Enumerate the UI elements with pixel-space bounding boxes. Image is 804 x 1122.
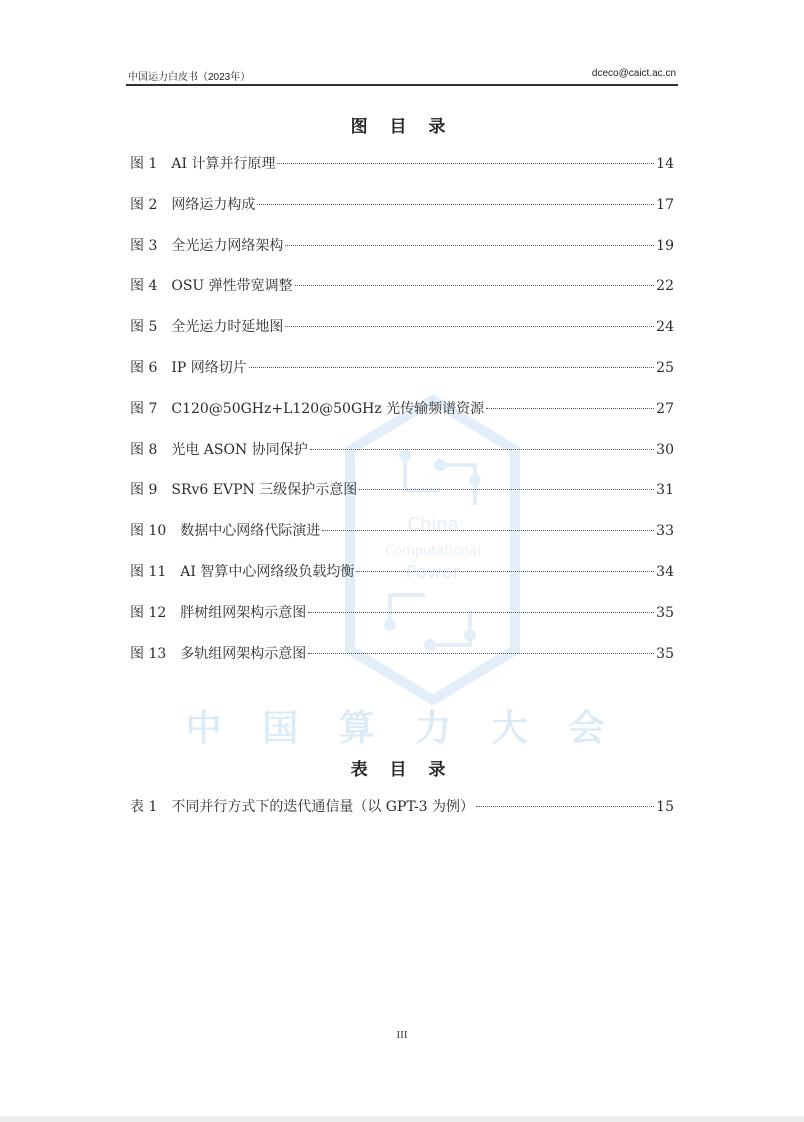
toc-entry-title: AI 计算并行原理 xyxy=(171,156,276,172)
toc-dot-leader xyxy=(257,204,654,205)
toc-dot-leader xyxy=(277,163,654,164)
toc-entry-title: SRv6 EVPN 三级保护示意图 xyxy=(171,482,358,499)
toc-entry-page: 19 xyxy=(656,237,674,254)
toc-entry-title: 全光运力时延地图 xyxy=(171,319,284,336)
toc-dot-leader xyxy=(295,285,654,286)
toc-entry[interactable] xyxy=(130,643,674,665)
toc-entry-label: 图 11 xyxy=(130,564,167,580)
toc-entry-title: AI 智算中心网络级负载均衡 xyxy=(180,564,355,580)
toc-entry-label: 图 4 xyxy=(130,278,158,295)
toc-entry-title: 数据中心网络代际演进 xyxy=(180,523,321,540)
toc-entry[interactable] xyxy=(130,796,674,818)
toc-entry-page: 25 xyxy=(656,360,674,376)
toc-dot-leader xyxy=(249,367,654,368)
toc-dot-leader xyxy=(310,449,654,450)
watermark-logo-word-2: Computational xyxy=(385,544,481,559)
toc-entry-label: 图 8 xyxy=(130,441,158,458)
toc-entry-title: IP 网络切片 xyxy=(171,360,247,376)
toc-entry[interactable] xyxy=(130,602,674,624)
watermark-logo-word-3: Power xyxy=(405,562,461,583)
toc-entry-page: 24 xyxy=(656,319,674,336)
toc-entry[interactable] xyxy=(130,398,674,420)
figures-list-title: 图 目 录 xyxy=(350,117,454,137)
page-number: III xyxy=(396,1029,408,1041)
toc-entry-label: 图 5 xyxy=(130,319,158,336)
toc-entry[interactable] xyxy=(130,235,674,257)
header-doc-title: 中国运力白皮书（2023年） xyxy=(128,72,251,83)
toc-entry[interactable] xyxy=(130,153,674,175)
toc-entry-title: 胖树组网架构示意图 xyxy=(180,604,307,621)
toc-dot-leader xyxy=(322,530,654,531)
toc-entry-page: 35 xyxy=(656,645,674,662)
toc-dot-leader xyxy=(285,326,654,327)
toc-entry[interactable] xyxy=(130,520,674,542)
toc-entry[interactable] xyxy=(130,194,674,216)
toc-entry-page: 22 xyxy=(656,278,674,295)
toc-entry-label: 表 1 xyxy=(130,799,158,815)
watermark-text: 中 国 算 力 大 会 xyxy=(185,708,619,749)
toc-entry[interactable] xyxy=(130,439,674,461)
toc-entry-label: 图 1 xyxy=(130,156,158,172)
toc-entry-title: OSU 弹性带宽调整 xyxy=(171,278,293,295)
toc-entry-title: 不同并行方式下的迭代通信量（以 GPT-3 为例） xyxy=(171,799,475,815)
toc-entry-page: 27 xyxy=(656,400,674,417)
page-bottom-edge xyxy=(0,1116,804,1122)
toc-entry-page: 14 xyxy=(656,156,674,172)
toc-entry-title: 全光运力网络架构 xyxy=(171,237,284,254)
watermark-logo-word-1: China xyxy=(407,514,459,535)
toc-entry-title: C120@50GHz+L120@50GHz 光传输频谱资源 xyxy=(171,400,485,417)
header-rule xyxy=(126,84,678,86)
toc-dot-leader xyxy=(308,653,654,654)
toc-entry[interactable] xyxy=(130,275,674,297)
toc-dot-leader xyxy=(476,806,654,807)
toc-entry[interactable] xyxy=(130,357,674,379)
toc-dot-leader xyxy=(285,245,654,246)
toc-entry[interactable] xyxy=(130,316,674,338)
toc-entry-title: 多轨组网架构示意图 xyxy=(180,645,307,662)
toc-entry-label: 图 7 xyxy=(130,400,158,417)
toc-entry-label: 图 12 xyxy=(130,604,167,621)
toc-entry-page: 35 xyxy=(656,604,674,621)
toc-dot-leader xyxy=(356,571,654,572)
toc-entry-page: 15 xyxy=(656,799,674,815)
tables-list-title: 表 目 录 xyxy=(350,760,454,780)
toc-dot-leader xyxy=(486,408,654,409)
toc-dot-leader xyxy=(308,612,654,613)
toc-entry-label: 图 3 xyxy=(130,237,158,254)
toc-entry-page: 30 xyxy=(656,441,674,458)
toc-entry[interactable] xyxy=(130,479,674,501)
toc-entry-title: 光电 ASON 协同保护 xyxy=(171,441,308,458)
header-email: dceco@caict.ac.cn xyxy=(591,68,676,79)
toc-entry-label: 图 6 xyxy=(130,360,158,376)
toc-dot-leader xyxy=(359,489,654,490)
toc-entry-title: 网络运力构成 xyxy=(171,196,256,213)
toc-entry-page: 31 xyxy=(656,482,674,499)
toc-entry-label: 图 10 xyxy=(130,523,167,540)
toc-entry-page: 33 xyxy=(656,523,674,540)
toc-entry-label: 图 13 xyxy=(130,645,167,662)
toc-entry[interactable] xyxy=(130,561,674,583)
toc-entry-page: 34 xyxy=(656,564,674,580)
toc-entry-page: 17 xyxy=(656,196,674,213)
toc-entry-label: 图 2 xyxy=(130,196,158,213)
toc-entry-label: 图 9 xyxy=(130,482,158,499)
